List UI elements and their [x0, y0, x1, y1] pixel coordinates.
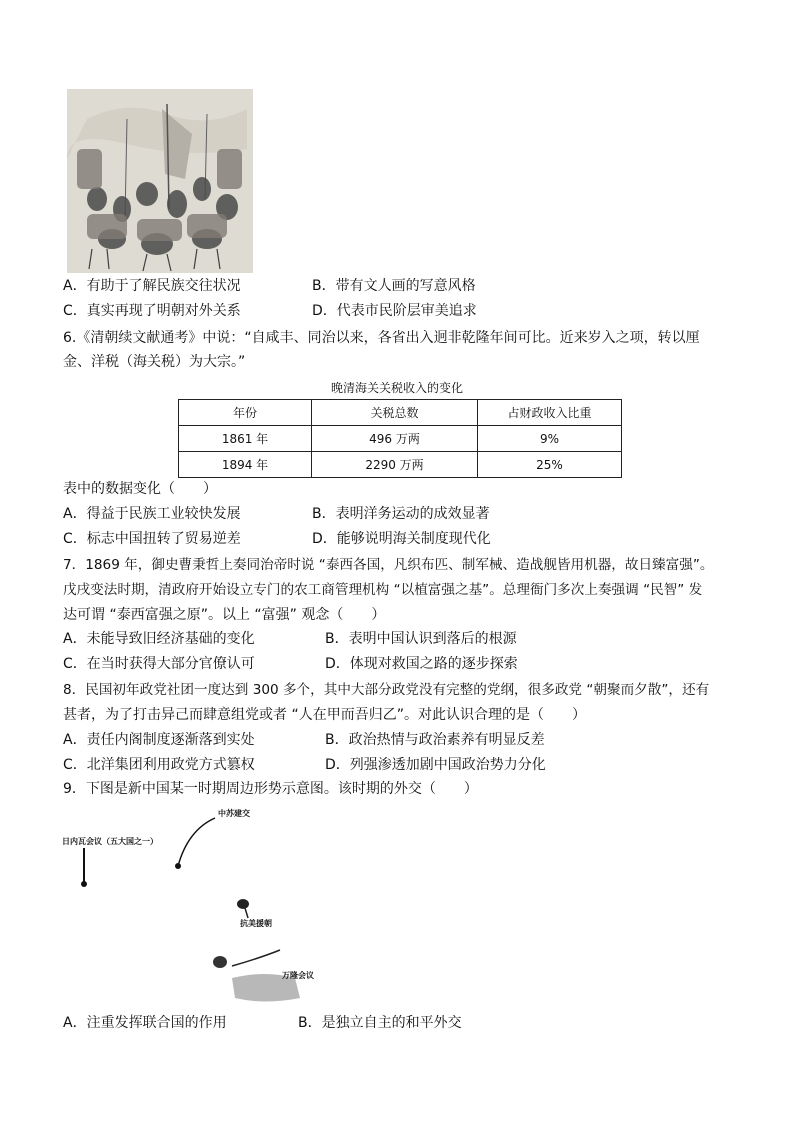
q5-option-a: A．有助于了解民族交往状况 [63, 278, 241, 294]
q7-line3: 达可谓 “泰西富强之原”。以上 “富强” 观念（ ） [63, 607, 386, 623]
q8-option-d: D．列强渗透加剧中国政治势力分化 [325, 757, 546, 773]
q8-option-a: A．责任内阁制度逐渐落到实处 [63, 732, 255, 748]
q6-option-b: B．表明洋务运动的成效显著 [312, 506, 490, 522]
table-row [179, 426, 622, 452]
q9-diplomacy-map [60, 800, 480, 1010]
table-header-total: 关税总数 [312, 400, 478, 426]
q7-line2: 戊戌变法时期，清政府开始设立专门的农工商管理机构 “以植富强之基”。总理衙门多次上奏强调 “民智” 发 [63, 582, 703, 598]
q6-question: 表中的数据变化（ ） [63, 481, 217, 497]
q6-stem-line2: 金、洋税（海关税）为大宗。” [63, 354, 246, 370]
q6-tariff-table [178, 399, 622, 478]
table-cell: 496 万两 [312, 426, 478, 452]
table-cell: 1861 年 [179, 426, 312, 452]
q8-line1: 8．民国初年政党社团一度达到 300 多个，其中大部分政党没有完整的党纲，很多政党 “朝聚而夕散”，还有 [63, 682, 710, 698]
q6-option-c: C．标志中国扭转了贸易逆差 [63, 531, 241, 547]
q7-option-b: B．表明中国认识到落后的根源 [325, 631, 517, 647]
table-cell: 1894 年 [179, 452, 312, 478]
historical-painting-image [67, 89, 253, 273]
q7-option-a: A．未能导致旧经济基础的变化 [63, 631, 255, 647]
q5-option-b: B．带有文人画的写意风格 [312, 278, 476, 294]
q5-option-c: C．真实再现了明朝对外关系 [63, 303, 241, 319]
q9-stem: 9．下图是新中国某一时期周边形势示意图。该时期的外交（ ） [63, 781, 478, 797]
map-label-bandung: 万隆会议 [282, 971, 314, 980]
table-cell: 25% [478, 452, 622, 478]
q9-option-b: B．是独立自主的和平外交 [298, 1015, 462, 1031]
painting-figures [67, 89, 253, 273]
table-header-year: 年份 [179, 400, 312, 426]
table-cell: 2290 万两 [312, 452, 478, 478]
table-cell: 9% [478, 426, 622, 452]
q7-option-d: D．体现对救国之路的逐步探索 [325, 656, 518, 672]
q8-line2: 甚者，为了打击异己而肆意组党或者 “人在甲而吾归乙”。对此认识合理的是（ ） [63, 707, 586, 723]
map-label-sino-soviet: 中苏建交 [218, 809, 250, 818]
q6-option-a: A．得益于民族工业较快发展 [63, 506, 241, 522]
q7-line1: 7．1869 年，御史曹秉哲上奏同治帝时说 “泰西各国，凡织布匹、制军械、造战舰皆用机器，故日臻富强”。 [63, 557, 714, 573]
table-row [179, 452, 622, 478]
table-header-share: 占财政收入比重 [478, 400, 622, 426]
q5-option-d: D．代表市民阶层审美追求 [312, 303, 477, 319]
q6-stem-line1: 6.《清朝续文献通考》中说：“自咸丰、同治以来，各省出入迥非乾隆年间可比。近来岁入之项，转以厘 [63, 330, 700, 346]
map-label-geneva: 日内瓦会议（五大国之一） [62, 837, 158, 846]
table-header-row [179, 400, 622, 426]
q8-option-b: B．政治热情与政治素养有明显反差 [325, 732, 545, 748]
q8-option-c: C．北洋集团利用政党方式篡权 [63, 757, 255, 773]
q6-table-title: 晚清海关关税收入的变化 [330, 381, 463, 395]
q6-option-d: D．能够说明海关制度现代化 [312, 531, 491, 547]
map-label-korea: 抗美援朝 [240, 919, 272, 928]
map-graphic [60, 800, 480, 1010]
q7-option-c: C．在当时获得大部分官僚认可 [63, 656, 255, 672]
q9-option-a: A．注重发挥联合国的作用 [63, 1015, 227, 1031]
